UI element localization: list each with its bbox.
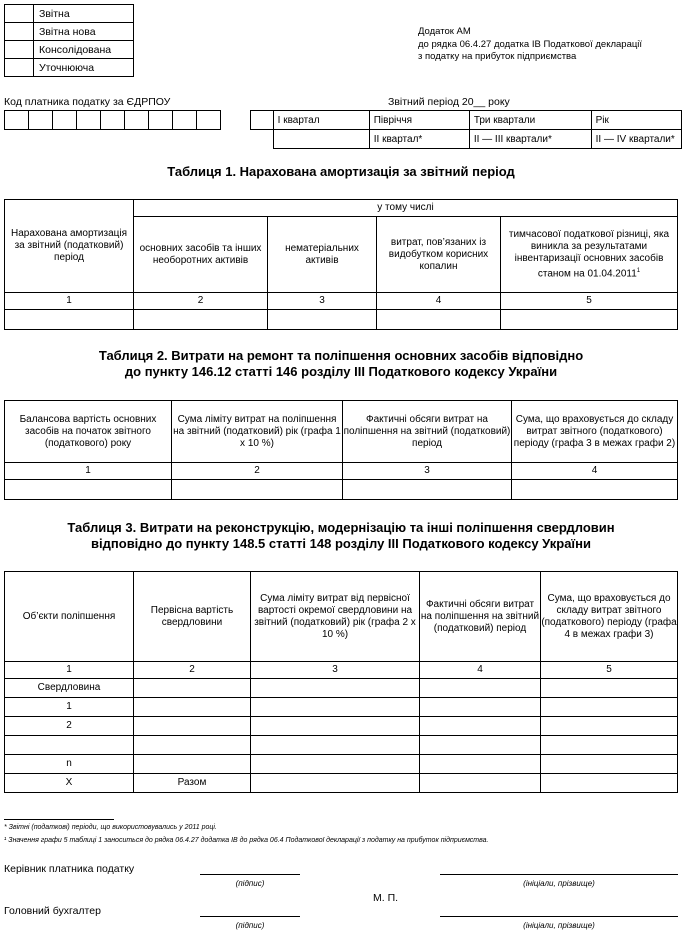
column-number: 2 — [134, 662, 251, 679]
table3-row-label — [5, 736, 134, 755]
table3-header: Сума, що враховується до складу витрат звітного (податкового) періоду (графа 4 в межах графи 3) — [541, 572, 678, 662]
table3-cell[interactable] — [541, 679, 678, 698]
table3-row-label: n — [5, 755, 134, 774]
edrpou-digit-cell[interactable] — [101, 111, 125, 130]
table3-cell[interactable] — [251, 698, 420, 717]
report-type-label: Консолідована — [34, 41, 134, 59]
table3-cell[interactable] — [251, 736, 420, 755]
table3-header: Фактичні обсяги витрат на поліпшення на звітний (податковий) період — [420, 572, 541, 662]
edrpou-digit-cell[interactable] — [29, 111, 53, 130]
period-spacer — [251, 130, 274, 149]
table1-header-text: тимчасової податкової різниці, яка виникла за результатами інвентаризації основних засобів станом на 01.04.2011 — [508, 228, 670, 280]
table3-cell[interactable] — [420, 717, 541, 736]
table2-cell[interactable] — [343, 480, 512, 500]
table3-cell[interactable] — [251, 717, 420, 736]
edrpou-code-cells — [4, 110, 221, 130]
table3-cell[interactable] — [134, 755, 251, 774]
period-checkbox[interactable] — [273, 130, 369, 149]
column-number: 1 — [5, 293, 134, 310]
table1-cell[interactable] — [501, 310, 678, 330]
table3-row-label: 2 — [5, 717, 134, 736]
report-type-checkbox[interactable] — [5, 59, 34, 77]
table3-cell[interactable] — [420, 698, 541, 717]
table3-title-line: відповідно до пункту 148.5 статті 148 розділу III Податкового кодексу України — [91, 536, 591, 551]
initials-caption: (ініціали, прізвище) — [523, 879, 595, 888]
table3-cell[interactable] — [541, 774, 678, 793]
edrpou-digit-cell[interactable] — [77, 111, 101, 130]
table3-cell[interactable] — [420, 774, 541, 793]
column-number: 3 — [268, 293, 377, 310]
edrpou-digit-cell[interactable] — [53, 111, 77, 130]
table2-title — [0, 348, 682, 380]
period-half: Півріччя — [369, 111, 469, 130]
column-number: 4 — [420, 662, 541, 679]
footnote-mark: 1 — [636, 267, 641, 274]
edrpou-label: Код платника податку за ЄДРПОУ — [4, 96, 171, 108]
table1-header: нематеріальних активів — [268, 217, 377, 293]
addendum-title: Додаток АМ — [418, 26, 471, 37]
footnote-separator — [4, 819, 114, 820]
table2-cell[interactable] — [512, 480, 678, 500]
head-initials-line[interactable] — [440, 874, 678, 875]
report-type-label: Звітна нова — [34, 23, 134, 41]
edrpou-digit-cell[interactable] — [197, 111, 221, 130]
table1-cell[interactable] — [377, 310, 501, 330]
table3-cell[interactable] — [134, 679, 251, 698]
column-number: 5 — [501, 293, 678, 310]
period-q4: II — IV квартали* — [591, 130, 681, 149]
period-label: Звітний період 20__ року — [388, 96, 510, 108]
table1-cell[interactable] — [134, 310, 268, 330]
table3-cell[interactable] — [251, 774, 420, 793]
period-q2: II квартал* — [369, 130, 469, 149]
period-table — [250, 110, 682, 149]
addendum-line: з податку на прибуток підприємства — [418, 51, 577, 62]
addendum-note — [418, 26, 680, 64]
column-number: 1 — [5, 463, 172, 480]
edrpou-digit-cell[interactable] — [173, 111, 197, 130]
table3-cell[interactable] — [541, 736, 678, 755]
report-type-checkbox[interactable] — [5, 5, 34, 23]
period-q3: II — III квартали* — [469, 130, 591, 149]
table3-row-label: Свердловина — [5, 679, 134, 698]
table3-row-label: 1 — [5, 698, 134, 717]
table3-cell[interactable] — [420, 679, 541, 698]
signature-caption: (підпис) — [235, 879, 265, 888]
table3-header: Сума ліміту витрат від первісної вартості окремої свердловини на звітний (податковий) рік (графа 2 х 10 %) — [251, 572, 420, 662]
report-type-checkbox[interactable] — [5, 41, 34, 59]
table3 — [4, 571, 678, 793]
column-number: 3 — [251, 662, 420, 679]
column-number: 2 — [172, 463, 343, 480]
table1-header: Нарахована амортизація за звітний (податковий) період — [5, 200, 134, 293]
report-type-table — [4, 4, 134, 77]
stamp-place: М. П. — [373, 892, 399, 904]
period-checkbox[interactable] — [251, 111, 274, 130]
table3-title — [0, 520, 682, 552]
table1-including-header: у тому числі — [134, 200, 678, 217]
table3-cell[interactable] — [541, 755, 678, 774]
edrpou-digit-cell[interactable] — [125, 111, 149, 130]
period-year: Рік — [591, 111, 681, 130]
addendum-line: до рядка 06.4.27 додатка IВ Податкової декларації — [418, 38, 643, 50]
table3-title-line: Таблиця 3. Витрати на реконструкцію, модернізацію та інші поліпшення свердловин — [67, 520, 615, 535]
table3-cell[interactable] — [134, 717, 251, 736]
initials-caption: (ініціали, прізвище) — [523, 921, 595, 930]
column-number: 3 — [343, 463, 512, 480]
table2-title-line: Таблиця 2. Витрати на ремонт та поліпшення основних засобів відповідно — [98, 348, 584, 363]
table3-cell[interactable] — [541, 698, 678, 717]
footnote: * Звітні (податкові) періоди, що використовувались у 2011 році. — [4, 824, 217, 831]
accountant-signature-label: Головний бухгалтер — [4, 905, 101, 917]
head-signature-label: Керівник платника податку — [4, 863, 135, 875]
signature-caption: (підпис) — [235, 921, 265, 930]
table3-cell[interactable] — [134, 736, 251, 755]
table3-cell[interactable] — [134, 698, 251, 717]
table1-cell[interactable] — [5, 310, 134, 330]
report-type-label: Звітна — [34, 5, 134, 23]
table3-cell[interactable] — [420, 755, 541, 774]
table3-cell[interactable] — [251, 755, 420, 774]
column-number: 1 — [5, 662, 134, 679]
head-signature-line[interactable] — [200, 874, 300, 875]
table2 — [4, 400, 678, 500]
table3-cell[interactable] — [420, 736, 541, 755]
edrpou-digit-cell[interactable] — [149, 111, 173, 130]
table3-cell[interactable] — [541, 717, 678, 736]
table2-header: Фактичні обсяги витрат на поліпшення на звітний (податковий) період — [343, 401, 512, 463]
column-number: 4 — [377, 293, 501, 310]
table1-title: Таблиця 1. Нарахована амортизація за звітний період — [167, 164, 515, 179]
table2-title-line: до пункту 146.12 статті 146 розділу III Податкового кодексу України — [124, 364, 558, 379]
table3-row-label: Х — [5, 774, 134, 793]
table1-header: основних засобів та інших необоротних активів — [134, 217, 268, 293]
column-number: 4 — [512, 463, 678, 480]
table2-header: Сума ліміту витрат на поліпшення на звітний (податковий) рік (графа 1 х 10 %) — [172, 401, 343, 463]
edrpou-digit-cell[interactable] — [5, 111, 29, 130]
report-type-label: Уточнююча — [34, 59, 134, 77]
period-three: Три квартали — [469, 111, 591, 130]
report-type-checkbox[interactable] — [5, 23, 34, 41]
period-q1: I квартал — [273, 111, 369, 130]
accountant-initials-line[interactable] — [440, 916, 678, 917]
accountant-signature-line[interactable] — [200, 916, 300, 917]
table1 — [4, 199, 678, 330]
table3-header: Первісна вартість свердловини — [134, 572, 251, 662]
table2-header: Сума, що враховується до складу витрат звітного (податкового) періоду (графа 3 в межах графи 2) — [512, 401, 678, 463]
table3-header: Об’єкти поліпшення — [5, 572, 134, 662]
table2-cell[interactable] — [172, 480, 343, 500]
table3-total-label: Разом — [134, 774, 251, 793]
table2-header: Балансова вартість основних засобів на початок звітного (податкового) року — [5, 401, 172, 463]
table2-cell[interactable] — [5, 480, 172, 500]
table1-header — [501, 217, 678, 293]
table3-cell[interactable] — [251, 679, 420, 698]
column-number: 5 — [541, 662, 678, 679]
table1-header: витрат, пов’язаних із видобутком корисних копалин — [377, 217, 501, 293]
column-number: 2 — [134, 293, 268, 310]
table1-cell[interactable] — [268, 310, 377, 330]
footnote: ¹ Значення графи 5 таблиці 1 заноситься до рядка 06.4.27 додатка IВ до рядка 06.4 Податкової декларації з податку на прибуток підприємства. — [4, 837, 489, 844]
